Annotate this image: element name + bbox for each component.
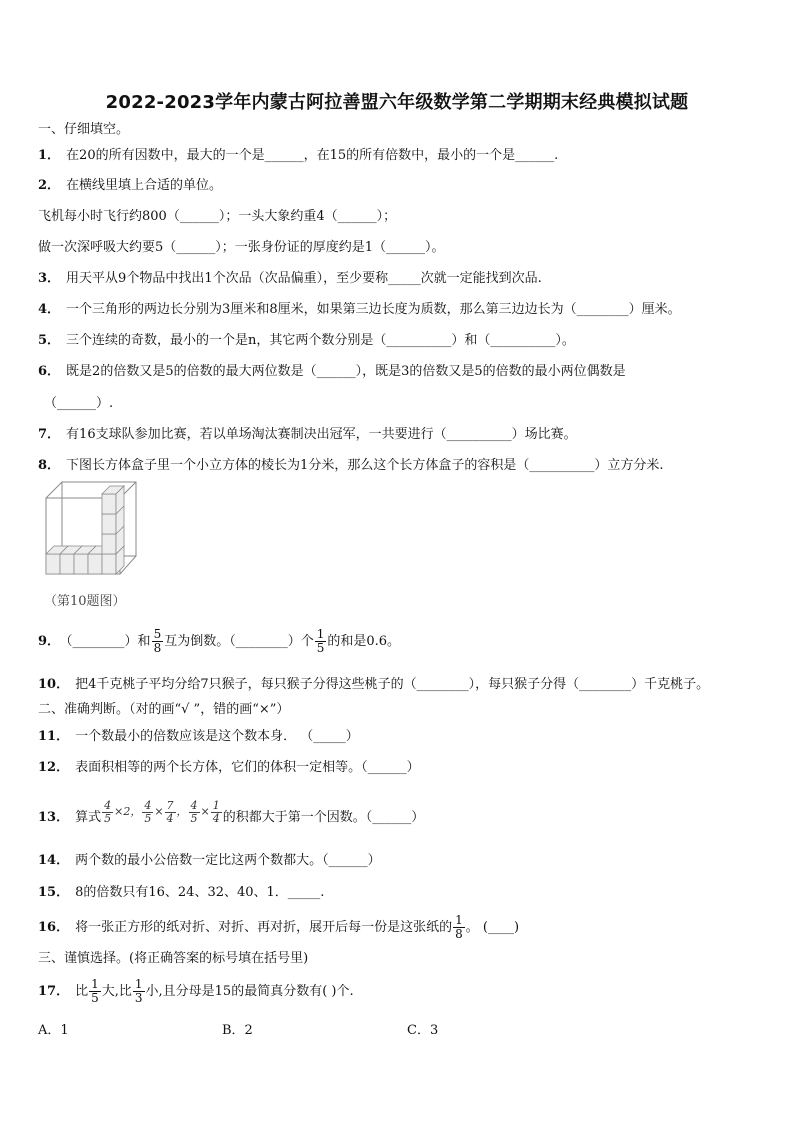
question-text: 8的倍数只有16、24、32、40、1．_____. bbox=[75, 885, 325, 900]
question-number: 1． bbox=[38, 148, 61, 163]
question-number: 15． bbox=[38, 885, 70, 900]
question-5 bbox=[38, 333, 575, 349]
question-text-part: 的和是0.6。 bbox=[327, 634, 401, 649]
question-7 bbox=[38, 427, 577, 443]
question-text: 有16支球队参加比赛，若以单场淘汰赛制决出冠军，一共要进行（__________）场比赛。 bbox=[66, 427, 577, 442]
question-text-part: 的积都大于第一个因数。（______） bbox=[222, 810, 425, 825]
question-12 bbox=[38, 760, 420, 776]
question-6-continuation: （______）. bbox=[44, 396, 114, 411]
expression-1: $\frac{4}{5}$ ×2， $\frac{4}{5}$ × $\frac{7}{4}$ ， $\frac{4}{5}$ × $\frac{1}{4}$ bbox=[104, 798, 220, 825]
question-1 bbox=[38, 148, 558, 164]
question-6 bbox=[38, 364, 626, 380]
question-number: 14． bbox=[38, 853, 70, 868]
question-number: 3． bbox=[38, 271, 61, 286]
question-8 bbox=[38, 458, 663, 474]
question-2 bbox=[38, 178, 222, 194]
question-2-line-2: 做一次深呼吸大约要5（______）；一张身份证的厚度约是1（______）。 bbox=[38, 240, 445, 255]
question-15 bbox=[38, 885, 324, 901]
section-heading-multiple-choice: 三、谨慎选择。(将正确答案的标号填在括号里) bbox=[38, 951, 309, 966]
question-17 bbox=[38, 977, 354, 1007]
exam-title: 2022-2023学年内蒙古阿拉善盟六年级数学第二学期期末经典模拟试题 bbox=[105, 92, 689, 113]
question-14 bbox=[38, 853, 381, 869]
question-text-part: 将一张正方形的纸对折、对折、再对折，展开后每一份是这张纸的 bbox=[75, 920, 453, 935]
question-number: 11． bbox=[38, 729, 70, 744]
question-10 bbox=[38, 677, 709, 693]
question-number: 7． bbox=[38, 427, 61, 442]
section-heading-fill-blank: 一、仔细填空。 bbox=[38, 122, 130, 137]
cuboid-box-figure bbox=[40, 478, 140, 580]
question-text-part: 小,且分母是15的最简真分数有( )个. bbox=[145, 984, 354, 999]
question-text: 用天平从9个物品中找出1个次品（次品偏重），至少要称_____次就一定能找到次品. bbox=[66, 271, 542, 286]
question-number: 6． bbox=[38, 364, 61, 379]
question-text-part: 大,比 bbox=[101, 984, 132, 999]
question-number: 5． bbox=[38, 333, 61, 348]
question-number: 12． bbox=[38, 760, 70, 775]
question-2-line-1: 飞机每小时飞行约800（______）；一头大象约重4（______）； bbox=[38, 209, 397, 224]
question-text: 在20的所有因数中，最大的一个是______，在15的所有倍数中，最小的一个是______. bbox=[66, 148, 559, 163]
question-text: 三个连续的奇数，最小的一个是n，其它两个数分别是（__________）和（__________）。 bbox=[66, 333, 575, 348]
option-b[interactable]: B．2 bbox=[222, 1023, 253, 1038]
question-text-part: 比 bbox=[75, 984, 89, 999]
question-number: 8． bbox=[38, 458, 61, 473]
question-number: 4． bbox=[38, 302, 61, 317]
question-text-part: 互为倒数。（________）个 bbox=[164, 634, 314, 649]
question-number: 2． bbox=[38, 178, 61, 193]
question-text: 下图长方体盒子里一个小立方体的棱长为1分米，那么这个长方体盒子的容积是（__________）立方分米. bbox=[66, 458, 664, 473]
fraction: $\frac{5}{8}$ bbox=[153, 627, 162, 655]
question-number: 10． bbox=[38, 677, 70, 692]
question-4 bbox=[38, 302, 681, 318]
fraction: $\frac{1}{3}$ bbox=[134, 977, 143, 1005]
question-text-part: 算式 bbox=[75, 810, 102, 825]
question-number: 17． bbox=[38, 984, 70, 999]
fraction: $\frac{1}{8}$ bbox=[455, 913, 463, 941]
question-number: 9． bbox=[38, 634, 61, 649]
question-number: 13． bbox=[38, 810, 70, 825]
question-9 bbox=[38, 627, 400, 657]
question-text: 既是2的倍数又是5的倍数的最大两位数是（______），既是3的倍数又是5的倍数的最小两位偶数是 bbox=[66, 364, 626, 379]
option-a[interactable]: A．1 bbox=[38, 1023, 69, 1038]
fraction: $\frac{1}{5}$ bbox=[316, 627, 325, 655]
question-number: 16． bbox=[38, 920, 70, 935]
figure-caption: （第10题图） bbox=[44, 594, 126, 609]
question-11 bbox=[38, 729, 359, 745]
section-heading-true-false: 二、准确判断。（对的画“√ ”，错的画“×”） bbox=[38, 702, 290, 717]
question-text-part: （________）和 bbox=[66, 634, 151, 649]
question-text: 在横线里填上合适的单位。 bbox=[66, 178, 223, 193]
question-16 bbox=[38, 913, 519, 943]
question-text: 表面积相等的两个长方体，它们的体积一定相等。（______） bbox=[75, 760, 420, 775]
option-c[interactable]: C．3 bbox=[407, 1023, 439, 1038]
fraction: $\frac{1}{5}$ bbox=[91, 977, 99, 1005]
question-text: 把4千克桃子平均分给7只猴子，每只猴子分得这些桃子的（________），每只猴子分得（________）千克桃子。 bbox=[75, 677, 710, 692]
question-text: 两个数的最小公倍数一定比这两个数都大。（______） bbox=[75, 853, 381, 868]
question-3 bbox=[38, 271, 542, 287]
question-text: 一个数最小的倍数应该是这个数本身． （_____） bbox=[75, 729, 359, 744]
question-13 bbox=[38, 796, 424, 840]
question-text: 一个三角形的两边长分别为3厘米和8厘米，如果第三边长度为质数，那么第三边边长为（________）厘米。 bbox=[66, 302, 681, 317]
question-text-part: 。 (____) bbox=[465, 920, 520, 935]
